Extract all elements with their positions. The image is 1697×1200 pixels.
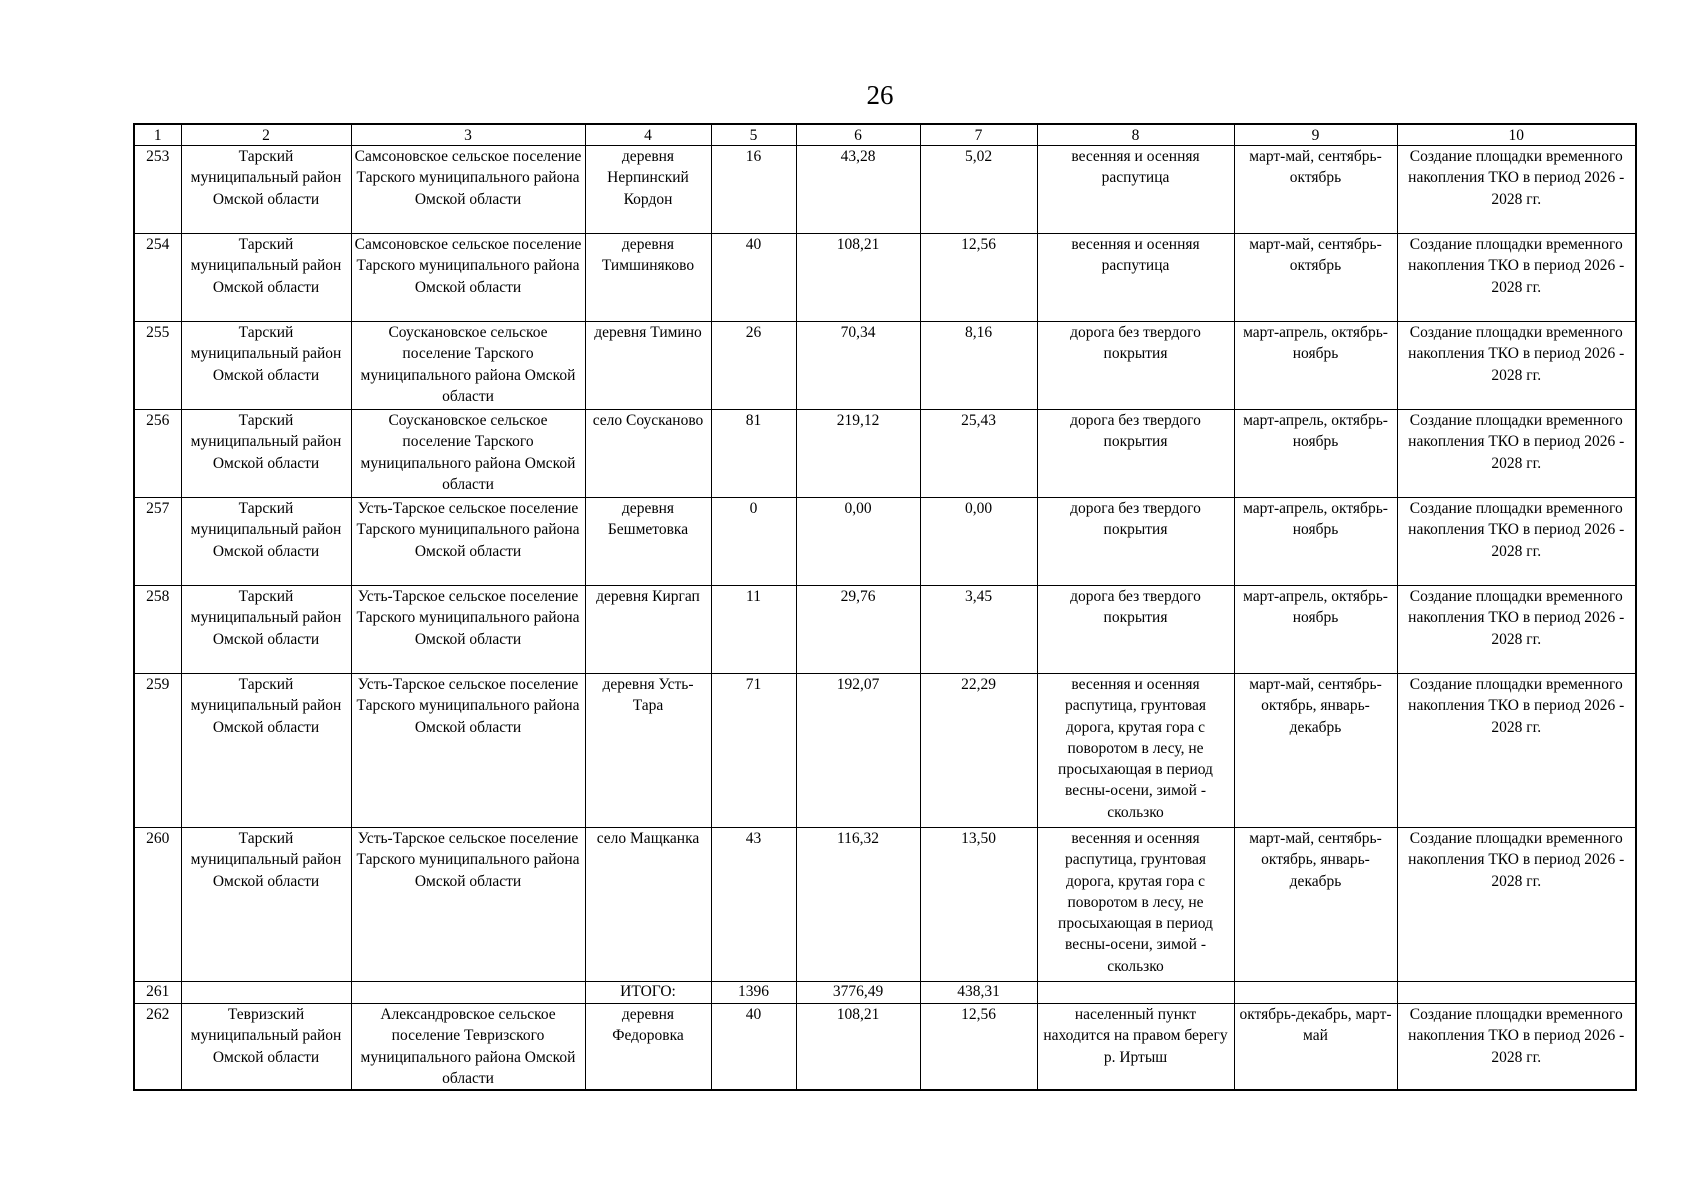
table-row [134,234,1636,322]
period-cell: март-май, сентябрь-октябрь, январь-декабрь [1234,674,1397,828]
district-cell [181,982,351,1004]
value-cell-5: 40 [711,234,796,322]
period-cell: март-апрель, октябрь-ноябрь [1234,498,1397,586]
value-cell-6: 108,21 [796,234,920,322]
period-cell [1234,982,1397,1004]
row-number-cell: 261 [134,982,181,1004]
header-cell: 6 [796,124,920,146]
period-cell: март-май, сентябрь-октябрь, январь-декабрь [1234,828,1397,982]
value-cell-6: 192,07 [796,674,920,828]
condition-cell [1037,982,1234,1004]
measure-cell: Создание площадки временного накопления ТКО в период 2026 - 2028 гг. [1397,498,1636,586]
table-row [134,322,1636,410]
header-cell: 1 [134,124,181,146]
table-header-row [134,124,1636,146]
table-row [134,1004,1636,1091]
locality-cell: деревня Бешметовка [585,498,711,586]
period-cell: март-апрель, октябрь-ноябрь [1234,586,1397,674]
settlement-cell: Александровское сельское поселение Тевризского муниципального района Омской области [351,1004,585,1091]
locality-cell: село Мащканка [585,828,711,982]
period-cell: март-май, сентябрь-октябрь [1234,146,1397,234]
settlement-cell: Соускановское сельское поселение Тарского муниципального района Омской области [351,410,585,498]
value-cell-7: 0,00 [920,498,1037,586]
value-cell-6: 0,00 [796,498,920,586]
district-cell: Тарский муниципальный район Омской области [181,586,351,674]
settlement-cell: Усть-Тарское сельское поселение Тарского муниципального района Омской области [351,586,585,674]
district-cell: Тарский муниципальный район Омской области [181,146,351,234]
table-row [134,674,1636,828]
value-cell-6: 116,32 [796,828,920,982]
district-cell: Тарский муниципальный район Омской области [181,828,351,982]
value-cell-6: 219,12 [796,410,920,498]
value-cell-6: 108,21 [796,1004,920,1091]
period-cell: март-май, сентябрь-октябрь [1234,234,1397,322]
header-cell: 10 [1397,124,1636,146]
header-cell: 7 [920,124,1037,146]
value-cell-6: 70,34 [796,322,920,410]
total-value-cell-6: 3776,49 [796,982,920,1004]
locality-cell: деревня Федоровка [585,1004,711,1091]
row-number-cell: 260 [134,828,181,982]
value-cell-5: 11 [711,586,796,674]
row-number-cell: 256 [134,410,181,498]
table-row [134,586,1636,674]
value-cell-7: 22,29 [920,674,1037,828]
row-number-cell: 259 [134,674,181,828]
row-number-cell: 253 [134,146,181,234]
measure-cell: Создание площадки временного накопления ТКО в период 2026 - 2028 гг. [1397,146,1636,234]
district-cell: Тарский муниципальный район Омской области [181,234,351,322]
header-cell: 3 [351,124,585,146]
district-cell: Тарский муниципальный район Омской области [181,322,351,410]
value-cell-7: 8,16 [920,322,1037,410]
value-cell-6: 43,28 [796,146,920,234]
measure-cell: Создание площадки временного накопления ТКО в период 2026 - 2028 гг. [1397,410,1636,498]
district-cell: Тарский муниципальный район Омской области [181,410,351,498]
total-value-cell-5: 1396 [711,982,796,1004]
locality-cell: деревня Нерпинский Кордон [585,146,711,234]
value-cell-7: 25,43 [920,410,1037,498]
condition-cell: дорога без твердого покрытия [1037,586,1234,674]
header-cell: 4 [585,124,711,146]
condition-cell: весенняя и осенняя распутица [1037,146,1234,234]
measure-cell: Создание площадки временного накопления ТКО в период 2026 - 2028 гг. [1397,586,1636,674]
condition-cell: дорога без твердого покрытия [1037,498,1234,586]
value-cell-5: 71 [711,674,796,828]
district-cell: Тарский муниципальный район Омской области [181,498,351,586]
measure-cell [1397,982,1636,1004]
measure-cell: Создание площадки временного накопления ТКО в период 2026 - 2028 гг. [1397,674,1636,828]
settlement-cell: Усть-Тарское сельское поселение Тарского муниципального района Омской области [351,498,585,586]
table-row [134,410,1636,498]
measure-cell: Создание площадки временного накопления ТКО в период 2026 - 2028 гг. [1397,234,1636,322]
table-row [134,828,1636,982]
value-cell-7: 5,02 [920,146,1037,234]
locality-cell: деревня Тимино [585,322,711,410]
data-table [133,123,1637,1091]
period-cell: март-апрель, октябрь-ноябрь [1234,322,1397,410]
header-cell: 8 [1037,124,1234,146]
condition-cell: весенняя и осенняя распутица, грунтовая дорога, крутая гора с поворотом в лесу, не просыхающая в период весны-осени, зимой - скользко [1037,674,1234,828]
value-cell-5: 26 [711,322,796,410]
district-cell: Тевризский муниципальный район Омской области [181,1004,351,1091]
value-cell-6: 29,76 [796,586,920,674]
row-number-cell: 254 [134,234,181,322]
table-row [134,146,1636,234]
district-cell: Тарский муниципальный район Омской области [181,674,351,828]
row-number-cell: 255 [134,322,181,410]
total-row [134,982,1636,1004]
locality-cell: деревня Тимшиняково [585,234,711,322]
row-number-cell: 258 [134,586,181,674]
row-number-cell: 262 [134,1004,181,1091]
condition-cell: дорога без твердого покрытия [1037,410,1234,498]
total-value-cell-7: 438,31 [920,982,1037,1004]
value-cell-5: 0 [711,498,796,586]
value-cell-7: 12,56 [920,234,1037,322]
condition-cell: населенный пункт находится на правом берегу р. Иртыш [1037,1004,1234,1091]
measure-cell: Создание площадки временного накопления ТКО в период 2026 - 2028 гг. [1397,1004,1636,1091]
period-cell: март-апрель, октябрь-ноябрь [1234,410,1397,498]
locality-cell: село Соусканово [585,410,711,498]
value-cell-7: 3,45 [920,586,1037,674]
value-cell-7: 13,50 [920,828,1037,982]
settlement-cell: Соускановское сельское поселение Тарского муниципального района Омской области [351,322,585,410]
measure-cell: Создание площадки временного накопления ТКО в период 2026 - 2028 гг. [1397,322,1636,410]
settlement-cell: Усть-Тарское сельское поселение Тарского муниципального района Омской области [351,828,585,982]
value-cell-5: 43 [711,828,796,982]
value-cell-5: 16 [711,146,796,234]
header-cell: 2 [181,124,351,146]
condition-cell: весенняя и осенняя распутица, грунтовая дорога, крутая гора с поворотом в лесу, не просыхающая в период весны-осени, зимой - скользко [1037,828,1234,982]
locality-cell: деревня Усть-Тара [585,674,711,828]
header-cell: 9 [1234,124,1397,146]
page-number: 26 [866,80,894,110]
settlement-cell: Усть-Тарское сельское поселение Тарского муниципального района Омской области [351,674,585,828]
value-cell-5: 81 [711,410,796,498]
value-cell-5: 40 [711,1004,796,1091]
table-row [134,498,1636,586]
measure-cell: Создание площадки временного накопления ТКО в период 2026 - 2028 гг. [1397,828,1636,982]
total-label-cell: ИТОГО: [585,982,711,1004]
condition-cell: весенняя и осенняя распутица [1037,234,1234,322]
condition-cell: дорога без твердого покрытия [1037,322,1234,410]
settlement-cell: Самсоновское сельское поселение Тарского муниципального района Омской области [351,234,585,322]
row-number-cell: 257 [134,498,181,586]
settlement-cell [351,982,585,1004]
settlement-cell: Самсоновское сельское поселение Тарского муниципального района Омской области [351,146,585,234]
locality-cell: деревня Киргап [585,586,711,674]
value-cell-7: 12,56 [920,1004,1037,1091]
header-cell: 5 [711,124,796,146]
period-cell: октябрь-декабрь, март-май [1234,1004,1397,1091]
